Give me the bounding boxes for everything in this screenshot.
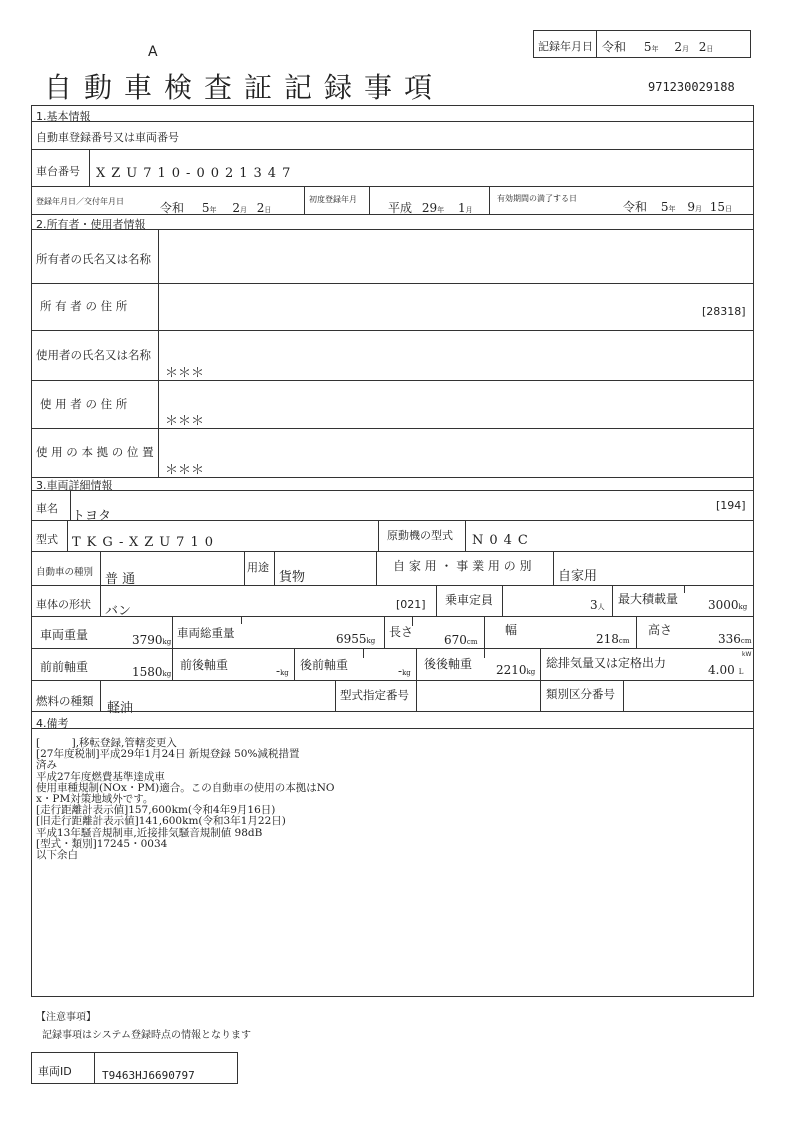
user-address-value: ＊＊＊ [165, 414, 205, 429]
record-date-box [533, 30, 751, 58]
engine-model-value: N04C [472, 533, 534, 548]
notes-heading: 【注意事項】 [36, 1012, 96, 1023]
remarks-line: [走行距離計表示値]157,600km(令和4年9月16日) [36, 804, 276, 817]
private-business-value: 自家用 [558, 569, 598, 584]
registration-date-value: 令和 5年 2月 2日 [160, 201, 272, 215]
registration-date-label: 登録年月日／交付年月日 [36, 197, 124, 206]
width-label: 幅 [505, 623, 518, 637]
private-business-label: 自 家 用 ・ 事 業 用 の 別 [393, 559, 532, 573]
length-value: 670cm [444, 633, 478, 647]
vehicle-id-value: T9463HJ6690797 [102, 1069, 195, 1082]
model-value: TKG-XZU710 [72, 535, 219, 550]
section-vehicle: 3.車両詳細情報 [36, 479, 113, 492]
section-basic: 1.基本情報 [36, 110, 91, 123]
rear-rear-axle-value: 2210kg [496, 663, 536, 677]
remarks-line: 平成27年度燃費基準達成車 [36, 770, 165, 783]
remarks-line: [旧走行距離計表示値]141,600km(令和3年1月22日) [36, 815, 286, 828]
vehicle-id-box [31, 1052, 238, 1084]
page-title: 自動車検査証記録事項 [44, 71, 445, 104]
rear-front-axle-value: -kg [398, 664, 411, 678]
owner-address-label: 所 有 者 の 住 所 [40, 299, 128, 313]
maker-code: [194] [716, 499, 746, 512]
displacement-label: 総排気量又は定格出力 [546, 656, 667, 670]
remarks-line: 使用車種規制(NOx・PM)適合。この自動車の使用の本拠はNO [36, 781, 335, 794]
remarks-line: [27年度税制]平成29年1月24日 新規登録 50%減税措置 [36, 748, 300, 761]
user-address-label: 使 用 者 の 住 所 [40, 397, 128, 411]
section-remarks: 4.備考 [36, 717, 69, 730]
vehicle-id-label: 車両ID [38, 1065, 72, 1078]
capacity-value: 3人 [590, 598, 605, 612]
fuel-type-value: 軽油 [107, 701, 134, 716]
maker-value: トヨタ [72, 509, 112, 524]
use-value: 貨物 [279, 570, 306, 585]
remarks-line: [型式・類別]17245・0034 [36, 837, 168, 850]
body-shape-code: [021] [396, 598, 426, 611]
width-value: 218cm [596, 632, 630, 646]
category-number-label: 類別区分番号 [546, 687, 615, 701]
record-date-label: 記録年月日 [538, 40, 593, 53]
height-label: 高さ [648, 623, 673, 637]
length-label: 長さ [389, 625, 414, 639]
vehicle-weight-label: 車両重量 [40, 628, 89, 642]
front-front-axle-label: 前前軸重 [40, 660, 89, 674]
expiry-date-label: 有効期間の満了する日 [497, 194, 577, 203]
remarks-line: 済み [36, 759, 57, 772]
vehicle-weight-value: 3790kg [132, 633, 172, 647]
rear-front-axle-label: 後前軸重 [300, 658, 349, 672]
notes-text: 記録事項はシステム登録時点の情報となります [42, 1030, 251, 1041]
user-name-value: ＊＊＊ [165, 366, 205, 381]
first-registration-label: 初度登録年月 [309, 195, 357, 204]
rear-rear-axle-label: 後後軸重 [424, 657, 473, 671]
document-number: 971230029188 [648, 80, 735, 94]
height-value: 336cm [718, 632, 752, 646]
registration-number-label: 自動車登録番号又は車両番号 [36, 131, 179, 144]
front-rear-axle-label: 前後軸重 [180, 658, 229, 672]
vehicle-kind-label: 自動車の種別 [36, 567, 94, 578]
max-load-label: 最大積載量 [618, 592, 679, 606]
remarks-text [36, 738, 335, 861]
vehicle-kind-value: 普 通 [105, 572, 136, 587]
front-rear-axle-value: -kg [276, 664, 289, 678]
expiry-date-value: 令和 5年 9月 15日 [623, 200, 733, 214]
first-registration-value: 平成 29年 1月 [388, 201, 473, 215]
base-location-value: ＊＊＊ [165, 463, 205, 478]
displacement-value: 4.00 L [708, 663, 744, 677]
remarks-line: 平成13年騒音規制車,近接排気騒音規制値 98dB [36, 826, 263, 839]
max-load-value: 3000kg [708, 598, 748, 612]
base-location-label: 使 用 の 本 拠 の 位 置 [36, 445, 154, 459]
kilowatt-unit: kW [742, 651, 752, 658]
body-shape-value: バン [105, 604, 132, 619]
gross-weight-value: 6955kg [336, 632, 376, 646]
record-date-value: 令和 5年 2月 2日 [602, 40, 714, 54]
maker-label: 車名 [36, 502, 58, 515]
remarks-line: x・PM対策地域外です。 [36, 793, 154, 806]
gross-weight-label: 車両総重量 [177, 626, 235, 640]
capacity-label: 乗車定員 [445, 593, 494, 607]
model-label: 型式 [36, 533, 58, 546]
engine-model-label: 原動機の型式 [387, 529, 453, 542]
use-label: 用途 [247, 561, 269, 574]
fuel-type-label: 燃料の種類 [36, 694, 94, 708]
user-name-label: 使用者の氏名又は名称 [36, 348, 151, 362]
page-marker: A [148, 44, 158, 60]
owner-address-code: [28318] [702, 305, 746, 318]
front-front-axle-value: 1580kg [132, 665, 172, 679]
remarks-line: [ ],移転登録,管轄変更入 [36, 737, 177, 749]
chassis-number-label: 車台番号 [36, 165, 80, 178]
remarks-line: 以下余白 [36, 849, 78, 862]
body-shape-label: 車体の形状 [36, 598, 91, 611]
section-owner: 2.所有者・使用者情報 [36, 218, 146, 231]
owner-name-label: 所有者の氏名又は名称 [36, 252, 151, 266]
type-designation-label: 型式指定番号 [340, 688, 409, 702]
chassis-number-value: XZU710-0021347 [96, 166, 297, 181]
